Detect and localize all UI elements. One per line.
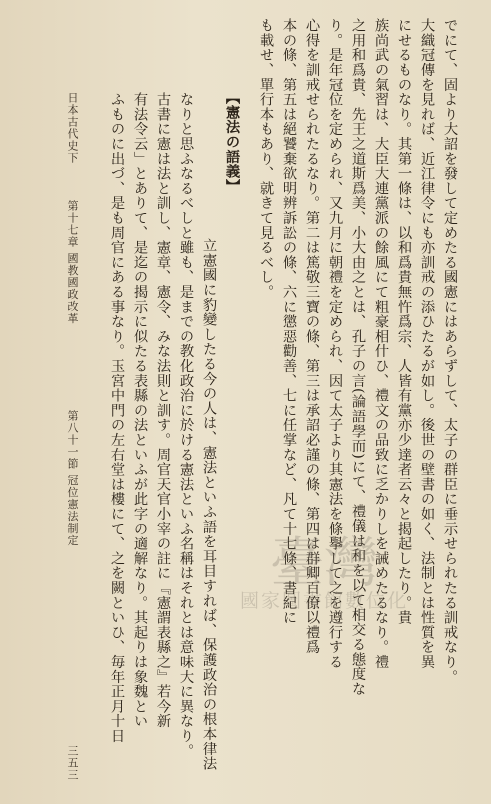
text-column-2: 大織冠傳を見れば、近江律令にも亦訓戒の添ひたるが如し。後世の壁書の如く、法制とは性質を異 xyxy=(419,18,435,670)
watermark-caption: 國家圖書館數位化 xyxy=(240,590,409,612)
text-column-6: り。是年冠位を定められ、又九月に朝禮を定められ、因て太子より其憲法を條擧して之を遵行する xyxy=(327,18,343,670)
text-column-7: 心得を訓戒せられたるなり。第二は篤敬三寶の條、第三は承詔必謹の條、第四は群卿百僚以禮爲 xyxy=(304,18,320,655)
chapter-title: 第十七章 國教國政改革 xyxy=(66,200,79,325)
section-heading: 【憲法の語義】 xyxy=(224,90,240,194)
text-column-8: 本の條、第五は絕饕棄欲明辨訴訟の條、六に懲惡勸善、七に任掌など、凡て十七條、書紀に xyxy=(281,18,297,625)
text-column-4: 族尚武の氣習は、大臣大連黨派の餘風にて粗豪相什ひ、禮文の品致に乏かりしを誡めたるなり。禮 xyxy=(373,18,389,670)
page-number: 三五三 xyxy=(66,745,79,781)
watermark-logo: 臺灣 xyxy=(270,531,378,594)
text-column-11: 立憲國に豹變したる今の人は、憲法といふ語を耳目すれば、保護政治の根本律法 xyxy=(201,238,217,771)
text-column-9: も載せ、單行本もあり、就きて見るべし。 xyxy=(258,18,274,300)
text-column-14: 有法令云」とありて、是迄の揭示に似たる表縣の法といふが此字の適解なり。其起りは象魏とい xyxy=(132,92,148,729)
text-column-5: 之用和爲貴、先王之道斯爲美、小大由之とは、孔子の言(論語學而)にて、禮儀は和を以て相交る態度な xyxy=(350,18,366,697)
text-column-13: 古書に憲は法と訓し、憲章、憲令、みな法則と訓す。周官天官小宰の註に『憲謂表縣之』若今新 xyxy=(155,92,171,729)
text-column-1: でにて、固より大詔を發して定めたる國憲にはあらずして、太子の群臣に垂示せられたる訓戒なり。 xyxy=(442,18,458,684)
text-column-12: なりと思ふなるべしと雖も、是までの教化政治に於ける憲法といふ名稱はそれとは意味大に異なり。 xyxy=(178,92,194,758)
book-title: 日本古代史下 xyxy=(66,92,79,164)
section-title: 第八十一節 冠位憲法制定 xyxy=(66,410,79,547)
text-column-3: にせるものなり。其第一條は、以和爲貴無忤爲宗、人皆有黨亦少達者云々と揭起したり。貴 xyxy=(396,18,412,625)
text-column-15: ふものに出づ、是も周官にある事なり。玉宮中門の左右堂は樓にて、之を闕といひ、毎年正月十日 xyxy=(109,92,125,744)
